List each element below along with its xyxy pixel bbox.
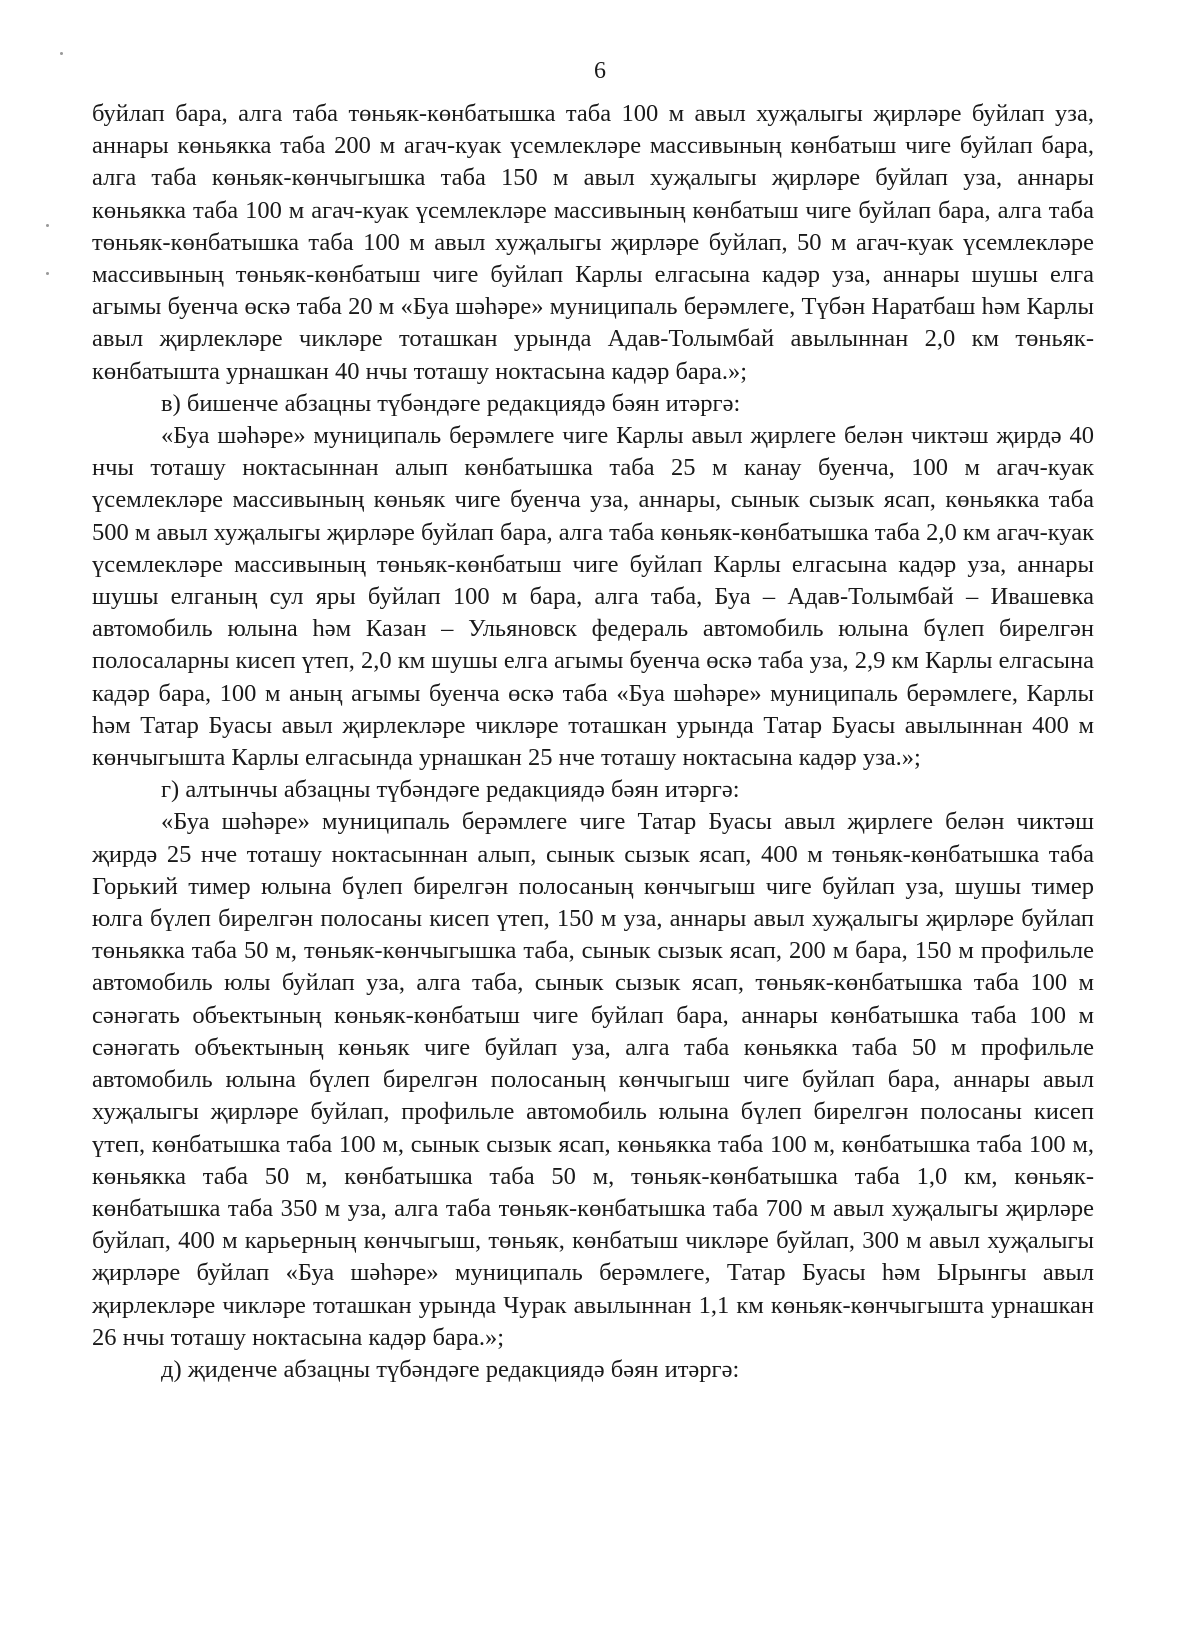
document-body — [92, 98, 1094, 1386]
page-number: 6 — [594, 58, 606, 84]
paragraph-item-d-heading: д) җиденче абзацны түбәндәге редакциядә бәян итәргә: — [161, 1355, 740, 1383]
scan-speck — [46, 272, 49, 275]
paragraph-item-v-text: «Буа шәһәре» муниципаль берәмлеге чиге Карлы авыл җирлеге белән чиктәш җирдә 40 нчы тоташу ноктасыннан алып көнбатышка таба 25 м канау буенча, 100 м агач-куак үсемлекләре массивының көньяк чиге буенча уза, аннары, сынык сызык ясап, көньякка таба 500 м авыл хуҗалыгы җирләре буйлап бара, алга таба көньяк-көнбатышка таба 2,0 км агач-куак үсемлекләре массивының төньяк-көнбатыш чиге буйлап Карлы елгасына кадәр уза, аннары шушы елганың сул яры буйлап 100 м бара, алга таба, Буа – Адав-Толымбай – Ивашевка автомобиль юлына һәм Казан – Ульяновск федераль автомобиль юлына бүлеп бирелгән полосаларны кисеп үтеп, 2,0 км шушы елга агымы буенча өскә таба уза, 2,9 км Карлы елгасына кадәр бара, 100 м аның агымы буенча өскә таба «Буа шәһәре» муниципаль берәмлеге, Карлы һәм Татар Буасы авыл җирлекләре чикләре тоташкан урында Татар Буасы авылыннан 400 м көнчыгышта Карлы елгасында урнашкан 25 нче тоташу ноктасына кадәр уза.»; — [92, 422, 1094, 772]
scan-speck — [46, 224, 49, 227]
scan-speck — [60, 52, 63, 55]
paragraph-item-g-text: «Буа шәһәре» муниципаль берәмлеге чиге Татар Буасы авыл җирлеге белән чиктәш җирдә 25 нче тоташу ноктасыннан алып, сынык сызык ясап, 400 м төньяк-көнбатышка таба Горький тимер юлына бүлеп бирелгән полосаның көнчыгыш чиге буйлап уза, шушы тимер юлга бүлеп бирелгән полосаны кисеп үтеп, 150 м уза, аннары авыл хуҗалыгы җирләре буйлап төньякка таба 50 м, төньяк-көнчыгышка таба, сынык сызык ясап, 200 м бара, 150 м профильле автомобиль юлы буйлап уза, алга таба, сынык сызык ясап, төньяк-көнбатышка таба 100 м сәнәгать объектының көньяк-көнбатыш чиге буйлап бара, аннары көнбатышка таба 100 м сәнәгать объектының көньяк чиге буйлап уза, алга таба көньякка таба 50 м профильле автомобиль юлына бүлеп бирелгән полосаның көнчыгыш чиге буйлап бара, аннары авыл хуҗалыгы җирләре буйлап, профильле автомобиль юлына бүлеп бирелгән полосаны кисеп үтеп, көнбатышка таба 100 м, сынык сызык ясап, көньякка таба 100 м, көнбатышка таба 100 м, көньякка таба 50 м, көнбатышка таба 50 м, төньяк-көнбатышка таба 1,0 км, көньяк-көнбатышка таба 350 м уза, алга таба төньяк-көнбатышка таба 700 м авыл хуҗалыгы җирләре буйлап, 400 м карьерның көнчыгыш, төньяк, көнбатыш чикләре буйлап, 300 м авыл хуҗалыгы җирләре буйлап «Буа шәһәре» муниципаль берәмлеге, Татар Буасы һәм Ырынгы авыл җирлекләре чикләре тоташкан урында Чурак авылыннан 1,1 км көньяк-көнчыгышта урнашкан 26 нчы тоташу ноктасына кадәр бара.»; — [92, 808, 1094, 1351]
paragraph-item-v-heading: в) бишенче абзацны түбәндәге редакциядә бәян итәргә: — [161, 389, 741, 417]
paragraph-item-g-heading: г) алтынчы абзацны түбәндәге редакциядә бәян итәргә: — [161, 776, 740, 804]
paragraph-continuation: буйлап бара, алга таба төньяк-көнбатышка таба 100 м авыл хуҗалыгы җирләре буйлап уза, аннары көньякка таба 200 м агач-куак үсемлекләре массивының көнбатыш чиге буйлап бара, алга таба көньяк-көнчыгышка таба 150 м авыл хуҗалыгы җирләре буйлап уза, аннары көньякка таба 100 м агач-куак үсемлекләре массивының көнбатыш чиге буйлап бара, алга таба төньяк-көнбатышка таба 100 м авыл хуҗалыгы җирләре буйлап, 50 м агач-куак үсемлекләре массивының төньяк-көнбатыш чиге буйлап Карлы елгасына кадәр уза, аннары шушы елга агымы буенча өскә таба 20 м «Буа шәһәре» муниципаль берәмлеге, Түбән Наратбаш һәм Карлы авыл җирлекләре чикләре тоташкан урында Адав-Толымбай авылыннан 2,0 км төньяк-көнбатышта урнашкан 40 нчы тоташу ноктасына кадәр бара.»; — [92, 100, 1094, 385]
